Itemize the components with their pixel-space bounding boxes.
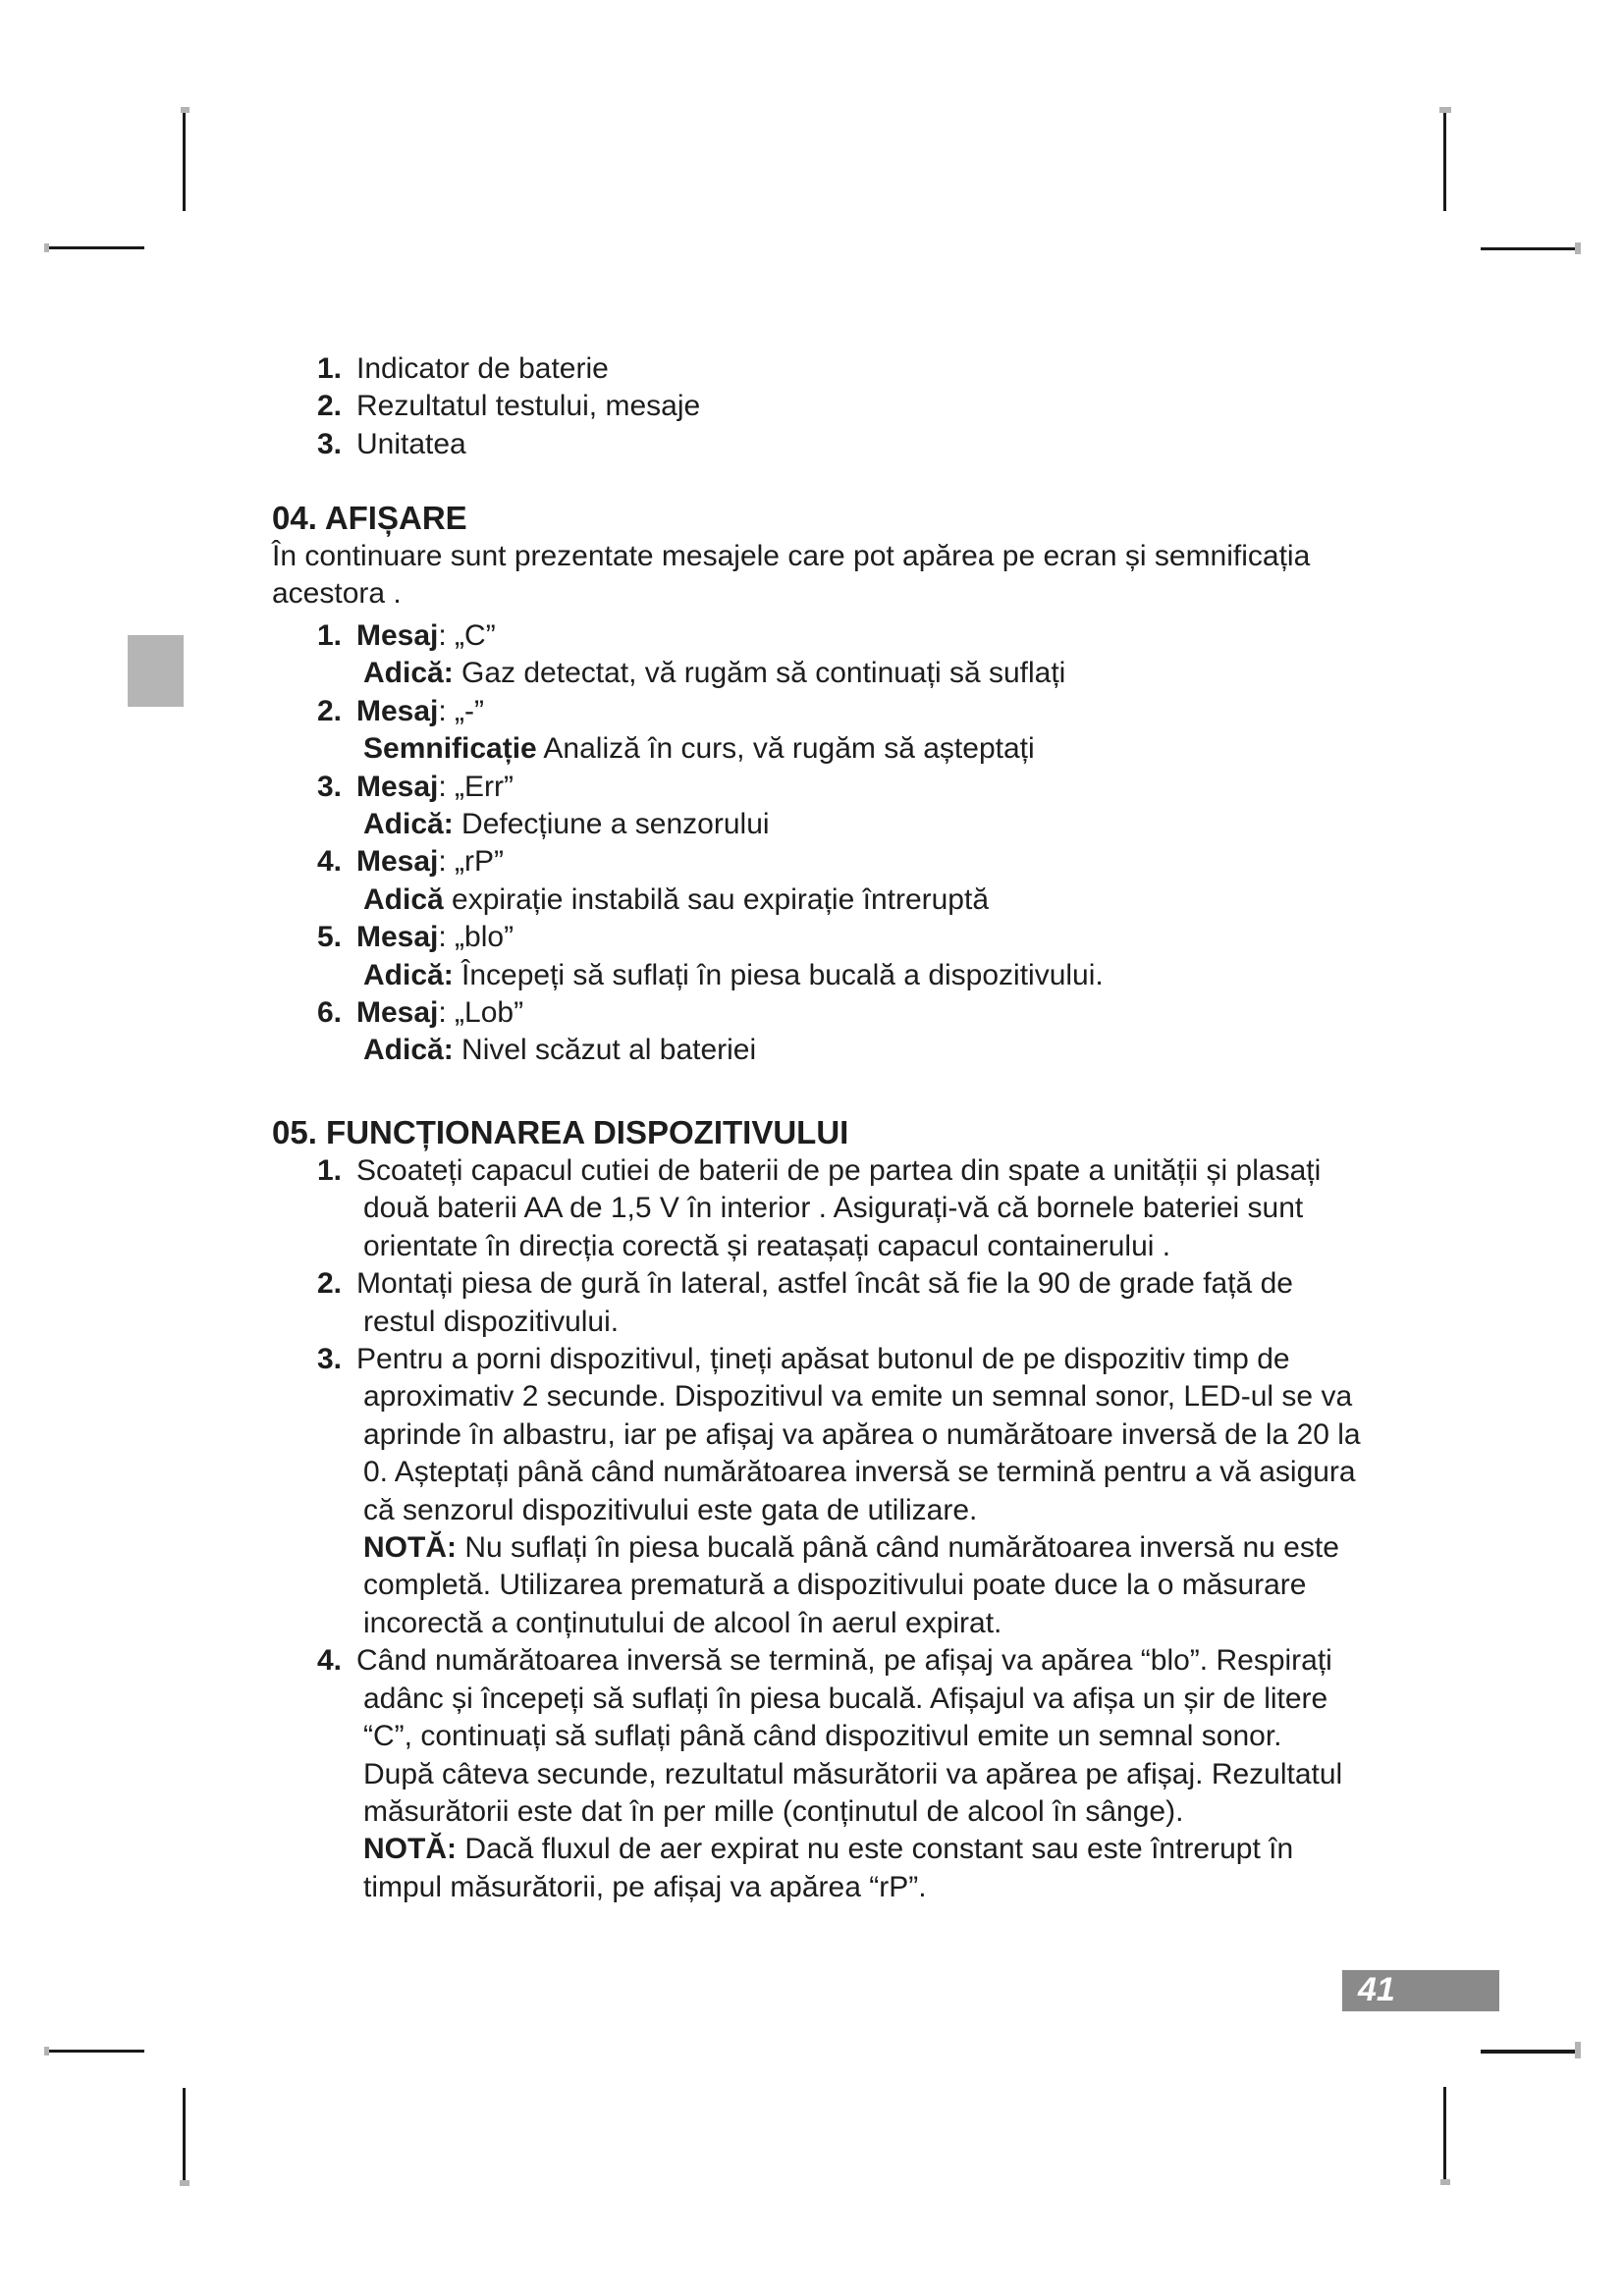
- text-line: [363, 1032, 1578, 1069]
- list-item-number: 3.: [317, 1343, 343, 1376]
- text-line: [363, 1304, 1578, 1341]
- section-04-heading: 04. AFIȘARE: [272, 500, 467, 536]
- page-number-badge: [1342, 1970, 1499, 2011]
- text-run: Analiză în curs, vă rugăm să așteptați: [536, 732, 1035, 766]
- crop-mark-bottom-left-horizontal: [47, 2050, 144, 2053]
- bold-text-run: Mesaj: [356, 921, 439, 954]
- crop-mark-bottom-right-vertical: [1443, 2087, 1446, 2181]
- list-item: [272, 617, 1578, 693]
- crop-mark-tip: [44, 243, 49, 252]
- text-run: : „blo”: [438, 921, 514, 954]
- list-item-number: 1.: [317, 1154, 343, 1187]
- bold-text-run: Mesaj: [356, 694, 439, 727]
- text-run: timpul măsurătorii, pe afișaj va apărea “rP”.: [363, 1870, 927, 1903]
- list-item-number: 3.: [317, 770, 343, 803]
- text-line: [363, 655, 1578, 692]
- text-run: restul dispozitivului.: [363, 1305, 620, 1338]
- text-line: [363, 730, 1578, 768]
- bold-text-run: Mesaj: [356, 619, 439, 652]
- text-line: [356, 1265, 1578, 1303]
- text-run: Începeți să suflați în piesa bucală a dispozitivului.: [453, 958, 1104, 991]
- text-run: că senzorul dispozitivului este gata de utilizare.: [363, 1493, 978, 1526]
- text-run: : „-”: [438, 694, 485, 727]
- section-04-intro: [272, 538, 1578, 614]
- text-line: [363, 1681, 1578, 1718]
- text-line: [356, 769, 1578, 806]
- text-run: Pentru a porni dispozitivul, țineți apăsat butonul de pe dispozitiv timp de: [356, 1343, 1290, 1376]
- text-run: : „Lob”: [438, 996, 524, 1030]
- text-run: orientate în direcția corectă și reatașați capacul containerului .: [363, 1229, 1171, 1262]
- text-run: 0. Așteptați până când numărătoarea inversă se termină pentru a vă asigura: [363, 1456, 1356, 1489]
- text-run: adânc și începeți să suflați în piesa bucală. Afișajul va afișa un șir de litere: [363, 1682, 1328, 1715]
- text-line: [363, 806, 1578, 843]
- crop-mark-top-right-vertical: [1443, 110, 1446, 211]
- text-run: În continuare sunt prezentate mesajele care pot apărea pe ecran și semnificația: [272, 540, 1311, 572]
- text-run: măsurătorii este dat în per mille (conținutul de alcool în sânge).: [363, 1794, 1184, 1828]
- text-line: [363, 1605, 1578, 1642]
- section-05-steps-list: [272, 1152, 1578, 1906]
- text-line: [272, 575, 1578, 613]
- text-run: acestora .: [272, 577, 402, 611]
- list-item-number: 3.: [317, 427, 343, 460]
- list-item: [272, 693, 1578, 769]
- text-line: [356, 994, 1578, 1032]
- text-run: Rezultatul testului, mesaje: [356, 390, 701, 423]
- text-line: [363, 1793, 1578, 1831]
- text-run: aproximativ 2 secunde. Dispozitivul va emite un semnal sonor, LED-ul se va: [363, 1380, 1353, 1414]
- text-line: [356, 1642, 1578, 1680]
- text-line: [363, 1416, 1578, 1454]
- crop-mark-top-left-vertical: [183, 110, 186, 211]
- text-run: completă. Utilizarea prematură a dispozitivului poate duce la o măsurare: [363, 1569, 1307, 1602]
- crop-mark-top-left-horizontal: [47, 246, 144, 249]
- list-item: [272, 350, 1578, 388]
- text-line: [356, 1341, 1578, 1378]
- list-item: [272, 1152, 1578, 1265]
- text-line: [356, 388, 1578, 425]
- text-line: [356, 617, 1578, 655]
- list-item-number: 1.: [317, 619, 343, 652]
- page-number: 41: [1358, 1971, 1395, 2008]
- text-run: expirație instabilă sau expirație întreruptă: [443, 882, 990, 916]
- bold-text-run: Mesaj: [356, 845, 439, 879]
- text-line: [363, 1756, 1578, 1793]
- list-item-number: 2.: [317, 694, 343, 727]
- text-line: [363, 1492, 1578, 1529]
- bold-text-run: Adică:: [363, 808, 454, 841]
- crop-mark-tip: [180, 2180, 189, 2186]
- bold-text-run: Mesaj: [356, 770, 439, 803]
- text-line: [356, 426, 1578, 463]
- text-line: [363, 957, 1578, 994]
- bold-text-run: Adică:: [363, 958, 454, 991]
- list-item: [272, 426, 1578, 463]
- text-line: [363, 1718, 1578, 1755]
- text-line: [356, 843, 1578, 881]
- list-item: [272, 1341, 1578, 1642]
- bold-text-run: Semnificație: [363, 732, 537, 766]
- crop-mark-tip: [181, 107, 189, 113]
- text-run: Când numărătoarea inversă se termină, pe afișaj va apărea “blo”. Respirați: [356, 1644, 1332, 1678]
- text-run: Unitatea: [356, 427, 466, 460]
- list-item-number: 1.: [317, 352, 343, 385]
- text-run: două baterii AA de 1,5 V în interior . Asigurați-vă că bornele bateriei sunt: [363, 1192, 1304, 1225]
- list-item: [272, 1265, 1578, 1341]
- bold-text-run: Adică: [363, 882, 444, 916]
- text-run: : „C”: [438, 619, 496, 652]
- bold-text-run: Adică:: [363, 657, 454, 690]
- text-run: “C”, continuați să suflați până când dispozitivul emite un semnal sonor.: [363, 1720, 1282, 1753]
- list-item-number: 2.: [317, 390, 343, 423]
- list-item-number: 4.: [317, 845, 343, 879]
- crop-mark-tip: [1575, 2042, 1581, 2058]
- thumb-index-square: [128, 635, 184, 707]
- bold-text-run: Mesaj: [356, 996, 439, 1030]
- text-line: [363, 1529, 1578, 1567]
- list-item-number: 6.: [317, 996, 343, 1030]
- text-line: [356, 693, 1578, 730]
- list-item: [272, 994, 1578, 1070]
- list-item: [272, 919, 1578, 994]
- list-item: [272, 769, 1578, 844]
- crop-mark-tip: [1440, 2179, 1450, 2185]
- text-run: : „rP”: [438, 845, 505, 879]
- text-line: [363, 1454, 1578, 1491]
- crop-mark-top-right-horizontal: [1481, 247, 1578, 250]
- list-item-number: 2.: [317, 1267, 343, 1301]
- text-line: [363, 881, 1578, 919]
- crop-mark-tip: [44, 2047, 49, 2056]
- text-run: După câteva secunde, rezultatul măsurătorii va apărea pe afișaj. Rezultatul: [363, 1757, 1343, 1790]
- crop-mark-bottom-left-vertical: [183, 2088, 186, 2182]
- bold-text-run: Adică:: [363, 1034, 454, 1067]
- list-item: [272, 1642, 1578, 1906]
- text-line: [363, 1831, 1578, 1868]
- text-run: incorectă a conținutului de alcool în aerul expirat.: [363, 1606, 1002, 1639]
- text-run: : „Err”: [438, 770, 514, 803]
- text-line: [363, 1378, 1578, 1415]
- text-line: [272, 538, 1578, 575]
- text-run: Gaz detectat, vă rugăm să continuați să suflați: [453, 657, 1066, 690]
- list-item: [272, 388, 1578, 425]
- list-item-number: 4.: [317, 1644, 343, 1678]
- list-item: [272, 843, 1578, 919]
- list-item-number: 5.: [317, 921, 343, 954]
- text-run: Defecțiune a senzorului: [453, 808, 770, 841]
- bold-text-run: NOTĂ:: [363, 1833, 457, 1866]
- text-line: [363, 1567, 1578, 1604]
- bold-text-run: NOTĂ:: [363, 1531, 457, 1565]
- text-line: [356, 919, 1578, 956]
- crop-mark-bottom-right-horizontal: [1481, 2050, 1579, 2054]
- text-run: Dacă fluxul de aer expirat nu este constant sau este întrerupt în: [456, 1833, 1294, 1866]
- text-run: Scoateți capacul cutiei de baterii de pe partea din spate a unității și plasați: [356, 1154, 1322, 1187]
- text-line: [363, 1228, 1578, 1265]
- text-run: Nivel scăzut al bateriei: [453, 1034, 757, 1067]
- section-05-heading: 05. FUNCȚIONAREA DISPOZITIVULUI: [272, 1114, 849, 1150]
- crop-mark-tip: [1439, 107, 1451, 113]
- text-run: Nu suflați în piesa bucală până când numărătoarea inversă nu este: [456, 1531, 1339, 1565]
- text-line: [363, 1190, 1578, 1227]
- crop-mark-tip: [1575, 242, 1581, 254]
- text-line: [356, 1152, 1578, 1190]
- text-run: Indicator de baterie: [356, 352, 609, 385]
- text-run: Montați piesa de gură în lateral, astfel încât să fie la 90 de grade față de: [356, 1267, 1293, 1301]
- text-line: [356, 350, 1578, 388]
- text-run: aprinde în albastru, iar pe afișaj va apărea o numărătoare inversă de la 20 la: [363, 1417, 1361, 1451]
- figure-legend-list: [272, 350, 1578, 463]
- text-line: [363, 1869, 1578, 1906]
- section-04-message-list: [272, 617, 1578, 1070]
